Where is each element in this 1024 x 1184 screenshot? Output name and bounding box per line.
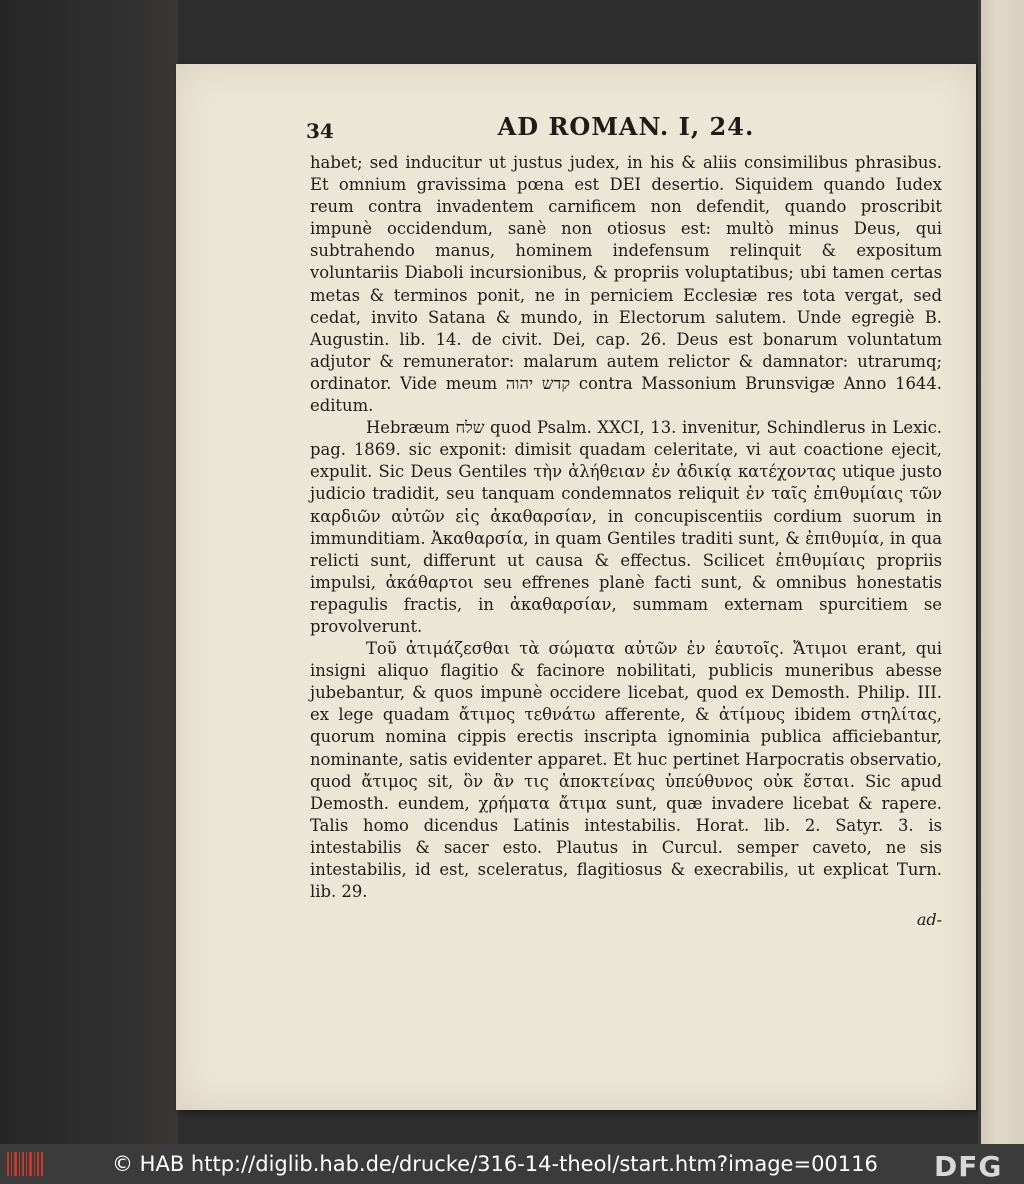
dfg-logo: DFG — [934, 1150, 1003, 1183]
book-page — [176, 64, 976, 1110]
paragraph-1: habet; sed inducitur ut justus judex, in his & aliis consimilibus phrasibus. Et omnium gravissima pœna est DEI desertio. Siquidem quando Iudex reum contra invadentem carnificem non defendit, quando proscribit impunè occidendum, sanè non otiosus est: multò minus Deus, qui subtrahendo manus, hominem indefensum relinquit & expositum voluntariis Diaboli incursionibus, & propriis voluptatibus; ubi tamen certas metas & terminos ponit, ne in perniciem Ecclesiæ res tota vergat, sed cedat, invito Satana & mundo, in Electorum salutem. Unde egregiè B. Augustin. lib. 14. de civit. Dei, cap. 26. Deus est bonarum voluntatum adjutor & remunerator: malarum autem relictor & damnator: utrarumq; ordinator. Vide meum קדש יהוה contra Massonium Brunsvigæ Anno 1644. editum. — [310, 153, 942, 416]
page-header — [306, 112, 942, 148]
catchword: ad- — [916, 910, 942, 930]
barcode-icon — [6, 1150, 46, 1178]
book-cover-shadow — [0, 0, 178, 1144]
next-page-edge — [978, 0, 1024, 1144]
page-text-block — [306, 112, 942, 931]
viewer-footer — [0, 1144, 1024, 1184]
paragraph-3: Τοῦ ἀτιμάζεσθαι τὰ σώματα αὐτῶν ἐν ἑαυτοῖς. Ἄτιμοι erant, qui insigni aliquo flagitio & facinore nobilitati, publicis muneribus abesse jubebantur, & quos impunè occidere licebat, quod ex Demosth. Philip. III. ex lege quadam ἄτιμος τεθνάτω afferente, & ἀτίμους ibidem στηλίτας, quorum nomina cippis erectis inscripta ignominia publica afficiebantur, nominante, satis evidenter apparet. Et huc pertinet Harpocratis observatio, quod ἄτιμος sit, ὃν ἂν τις ἀποκτείνας ὑπεύθυνος οὐκ ἔσται. Sic apud Demosth. eundem, χρήματα ἄτιμα sunt, quæ invadere licebat & rapere. Talis homo dicendus Latinis intestabilis. Horat. lib. 2. Satyr. 3. is intestabilis & sacer esto. Plautus in Curcul. semper caveto, ne sis intestabilis, id est, sceleratus, flagitiosus & execrabilis, ut explicat Turn. lib. 29. — [310, 639, 942, 902]
paragraph-2: Hebræum שלח quod Psalm. XXCI, 13. invenitur, Schindlerus in Lexic. pag. 1869. sic exponit: dimisit quadam celeritate, vi aut coactione ejecit, expulit. Sic Deus Gentiles τὴν ἀλήθειαν ἐν ἀδικίᾳ κατέχοντας utique justo judicio tradidit, seu tanquam condemnatos reliquit ἐν ταῖς ἐπιθυμίαις τῶν καρδιῶν αὐτῶν εἰς ἀκαθαρσίαν, in concupiscentiis cordium suorum in immunditiam. Ἀκαθαρσία, in quam Gentiles traditi sunt, & ἐπιθυμία, in qua relicti sunt, differunt ut causa & effectus. Scilicet ἐπιθυμίαις propriis impulsi, ἀκάθαρτοι seu effrenes planè facti sunt, & omnibus honestatis repagulis fractis, in ἀκαθαρσίαν, summam externam spurcitiem se provolverunt. — [310, 418, 942, 636]
page-number: 34 — [306, 119, 334, 143]
running-title: AD ROMAN. I, 24. — [497, 112, 755, 141]
copyright-link[interactable]: © HAB http://diglib.hab.de/drucke/316-14-theol/start.htm?image=00116 — [112, 1152, 878, 1176]
